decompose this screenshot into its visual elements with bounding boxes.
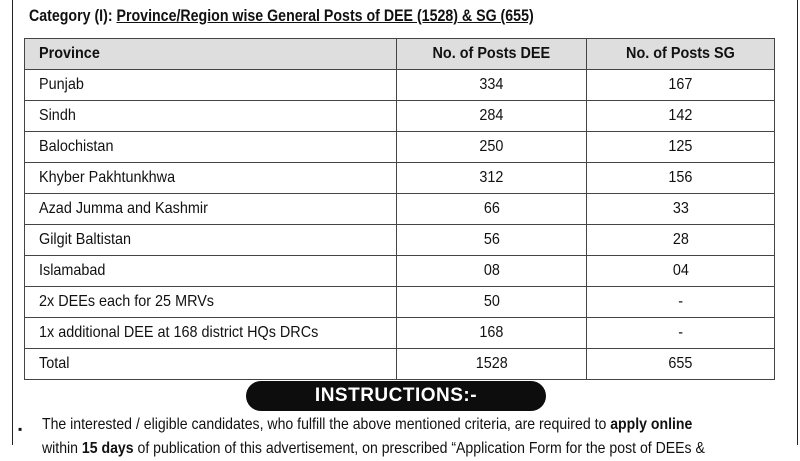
table-row-total (25, 349, 775, 380)
table-row (25, 318, 775, 349)
dee-cell: 1528 (397, 349, 587, 380)
table-row (25, 132, 775, 163)
sg-cell: 125 (587, 132, 775, 163)
sg-cell: 33 (587, 194, 775, 225)
province-cell: Islamabad (25, 256, 397, 287)
province-cell: Khyber Pakhtunkhwa (25, 163, 397, 194)
province-cell: Total (25, 349, 397, 380)
province-cell: Gilgit Baltistan (25, 225, 397, 256)
province-cell: 2x DEEs each for 25 MRVs (25, 287, 397, 318)
table-header-row (25, 39, 775, 70)
dee-cell: 334 (397, 70, 587, 101)
table-row (25, 194, 775, 225)
province-cell: Punjab (25, 70, 397, 101)
instruction-line-2: within 15 days of publication of this advertisement, on prescribed “Application Form for the post of DEEs & (42, 440, 705, 457)
sg-cell: - (587, 318, 775, 349)
table-row (25, 101, 775, 132)
instruction-paragraph (42, 413, 705, 461)
dee-cell: 284 (397, 101, 587, 132)
sg-cell: 28 (587, 225, 775, 256)
instructions-banner: INSTRUCTIONS:- (246, 381, 546, 411)
posts-table (24, 38, 775, 380)
header-dee: No. of Posts DEE (397, 39, 587, 70)
bullet-marker: ▪ (18, 422, 23, 436)
category-title: Province/Region wise General Posts of DEE (1528) & SG (655) (116, 7, 534, 25)
sg-cell: 167 (587, 70, 775, 101)
dee-cell: 66 (397, 194, 587, 225)
province-cell: Azad Jumma and Kashmir (25, 194, 397, 225)
dee-cell: 168 (397, 318, 587, 349)
table-row (25, 163, 775, 194)
table-row (25, 225, 775, 256)
table-row (25, 287, 775, 318)
province-cell: Sindh (25, 101, 397, 132)
sg-cell: 04 (587, 256, 775, 287)
sg-cell: 142 (587, 101, 775, 132)
header-province: Province (25, 39, 397, 70)
dee-cell: 56 (397, 225, 587, 256)
province-cell: 1x additional DEE at 168 district HQs DRCs (25, 318, 397, 349)
header-sg: No. of Posts SG (587, 39, 775, 70)
category-prefix: Category (I): (29, 7, 117, 25)
dee-cell: 312 (397, 163, 587, 194)
dee-cell: 08 (397, 256, 587, 287)
sg-cell: 655 (587, 349, 775, 380)
category-heading (29, 7, 534, 26)
dee-cell: 250 (397, 132, 587, 163)
dee-cell: 50 (397, 287, 587, 318)
table-row (25, 256, 775, 287)
table-row (25, 70, 775, 101)
sg-cell: 156 (587, 163, 775, 194)
sg-cell: - (587, 287, 775, 318)
instruction-line-1: The interested / eligible candidates, who fulfill the above mentioned criteria, are required to apply online (42, 416, 693, 433)
province-cell: Balochistan (25, 132, 397, 163)
